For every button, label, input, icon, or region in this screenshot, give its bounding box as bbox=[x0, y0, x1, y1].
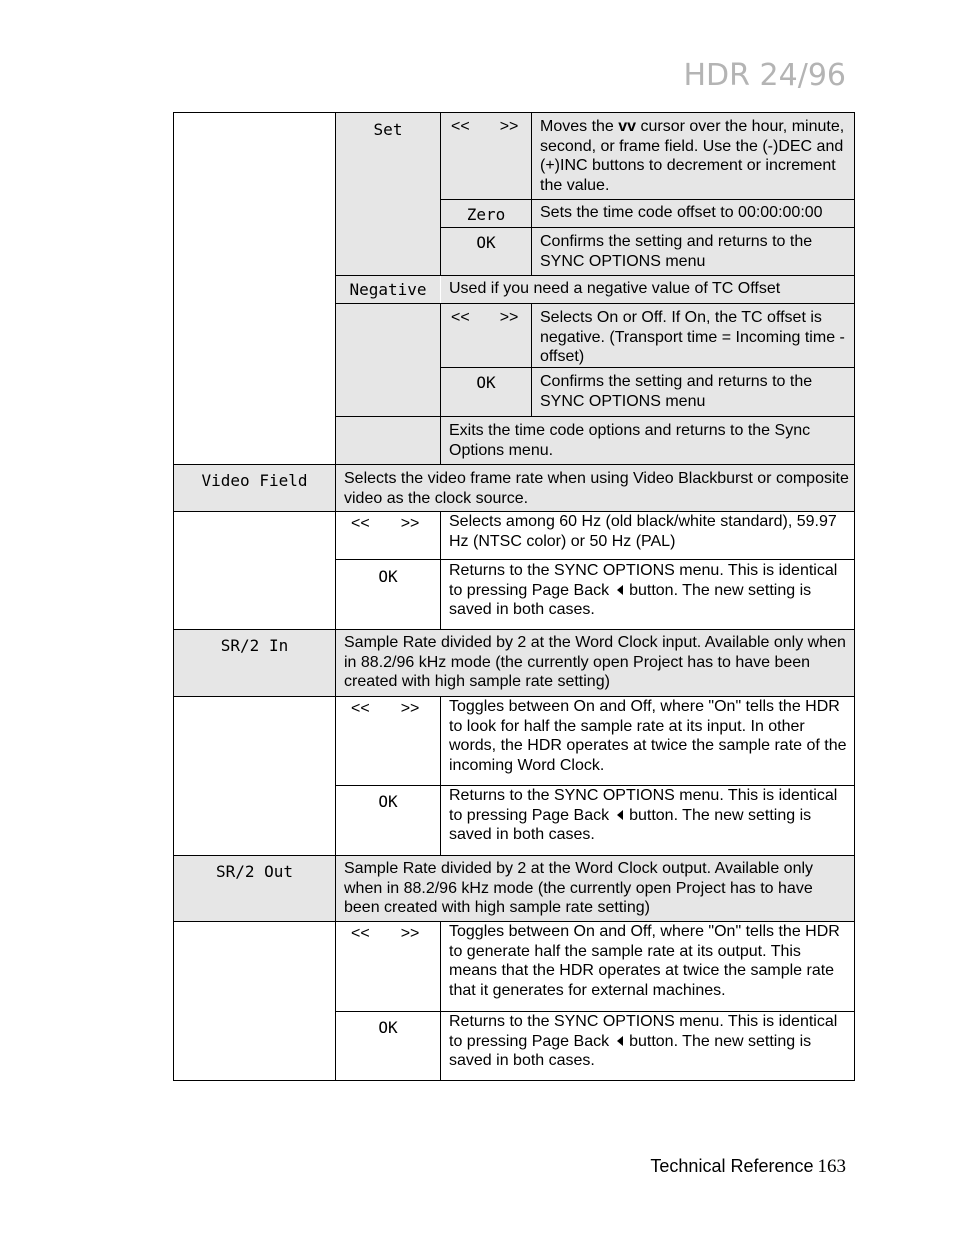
set-ok-label: OK bbox=[476, 233, 496, 252]
sr2-out-ok-desc: Returns to the SYNC OPTIONS menu. This is identical to pressing Page Back button. The new setting is saved in both cases. bbox=[441, 1012, 854, 1080]
grid-line bbox=[174, 855, 854, 856]
grid-line bbox=[531, 113, 532, 276]
neg-ok-label: OK bbox=[476, 373, 496, 392]
video-field-label-cell bbox=[174, 465, 335, 511]
set-arrows-desc: Moves the vv cursor over the hour, minute, second, or frame field. Use the (-)DEC and (+)INC buttons to decrement or increment the value. bbox=[532, 113, 854, 199]
exit-spacer-cell bbox=[336, 417, 440, 464]
vf-arrows-cell bbox=[336, 512, 440, 559]
neg-ok-desc: Confirms the setting and returns to the SYNC OPTIONS menu bbox=[532, 368, 854, 416]
vf-ok-label: OK bbox=[378, 567, 398, 586]
page-footer bbox=[0, 1156, 846, 1178]
video-field-desc: Selects the video frame rate when using Video Blackburst or composite video as the clock source. bbox=[336, 465, 854, 511]
section-spacer-cell bbox=[174, 697, 335, 855]
grid-line bbox=[440, 227, 854, 228]
left-arrows-icon: << bbox=[351, 925, 370, 942]
page-number: 163 bbox=[817, 1156, 846, 1177]
grid-line bbox=[335, 303, 854, 304]
neg-arrows-cell bbox=[441, 304, 531, 367]
sr2-in-arrows-cell bbox=[336, 697, 440, 785]
sr2-out-arrows-desc: Toggles between On and Off, where "On" tells the HDR to generate half the sample rate at its output. This means that the HDR operates at twice the sample rate that it generates for external machines. bbox=[441, 922, 854, 1011]
sr2-in-ok-label-cell bbox=[336, 786, 440, 855]
neg-arrows-desc: Selects On or Off. If On, the TC offset is negative. (Transport time = Incoming time - offset) bbox=[532, 304, 854, 367]
zero-label: Zero bbox=[466, 205, 506, 224]
neg-ok-label-cell bbox=[441, 368, 531, 416]
vf-ok-desc: Returns to the SYNC OPTIONS menu. This is identical to pressing Page Back button. The new setting is saved in both cases. bbox=[441, 561, 854, 629]
grid-line bbox=[440, 199, 854, 200]
grid-line bbox=[335, 416, 854, 417]
vf-arrows-desc: Selects among 60 Hz (old black/white standard), 59.97 Hz (NTSC color) or 50 Hz (PAL) bbox=[441, 512, 854, 559]
sr2-out-label-cell bbox=[174, 856, 335, 921]
sr2-out-desc: Sample Rate divided by 2 at the Word Clock output. Available only when in 88.2/96 kHz mode (the currently open Project has to have been created with high sample rate setting) bbox=[336, 856, 854, 921]
video-field-label: Video Field bbox=[201, 471, 308, 490]
grid-line bbox=[440, 921, 441, 1080]
sr2-in-label: SR/2 In bbox=[220, 636, 289, 655]
left-arrows-icon: << bbox=[451, 118, 470, 135]
negative-label: Negative bbox=[349, 280, 427, 299]
right-arrows-icon: >> bbox=[499, 118, 519, 135]
grid-line bbox=[174, 921, 854, 922]
grid-line bbox=[174, 696, 854, 697]
page-back-left-icon bbox=[617, 1036, 623, 1046]
section-spacer-cell bbox=[174, 922, 335, 1080]
left-arrows-icon: << bbox=[351, 515, 370, 532]
grid-line bbox=[440, 367, 854, 368]
grid-line bbox=[440, 303, 441, 465]
grid-line bbox=[335, 275, 854, 276]
right-arrows-icon: >> bbox=[499, 309, 519, 326]
zero-desc: Sets the time code offset to 00:00:00:00 bbox=[532, 200, 854, 227]
grid-line bbox=[335, 785, 854, 786]
grid-line bbox=[531, 303, 532, 417]
negative-sub-spacer bbox=[336, 304, 440, 416]
zero-label-cell bbox=[441, 200, 531, 227]
vf-ok-label-cell bbox=[336, 561, 440, 629]
sr2-in-ok-desc: Returns to the SYNC OPTIONS menu. This is identical to pressing Page Back button. The new setting is saved in both cases. bbox=[441, 786, 854, 855]
sr2-in-ok-label: OK bbox=[378, 792, 398, 811]
left-arrows-icon: << bbox=[451, 309, 470, 326]
document-header-title: HDR 24/96 bbox=[683, 58, 846, 93]
sync-options-table bbox=[173, 112, 855, 1081]
set-arrows-cell bbox=[441, 113, 531, 199]
page-back-left-icon bbox=[617, 810, 623, 820]
right-arrows-icon: >> bbox=[400, 700, 420, 717]
footer-section-title: Technical Reference bbox=[650, 1156, 814, 1176]
grid-line bbox=[335, 559, 854, 560]
right-arrows-icon: >> bbox=[400, 925, 420, 942]
set-label-cell bbox=[336, 113, 440, 275]
left-arrows-icon: << bbox=[351, 700, 370, 717]
sr2-out-ok-label-cell bbox=[336, 1012, 440, 1080]
exit-desc: Exits the time code options and returns to the Sync Options menu. bbox=[441, 417, 854, 464]
section-spacer-cell bbox=[174, 113, 335, 464]
grid-line bbox=[335, 113, 336, 1080]
grid-line bbox=[174, 511, 854, 512]
sr2-out-arrows-cell bbox=[336, 922, 440, 1011]
sr2-in-arrows-desc: Toggles between On and Off, where "On" tells the HDR to look for half the sample rate at its input. In other words, the HDR operates at twice the sample rate of the incoming Word Clock. bbox=[441, 697, 854, 785]
section-spacer-cell bbox=[174, 512, 335, 629]
sr2-in-desc: Sample Rate divided by 2 at the Word Clock input. Available only when in 88.2/96 kHz mode (the currently open Project has to have been created with high sample rate setting) bbox=[336, 630, 854, 696]
sr2-out-label: SR/2 Out bbox=[215, 862, 294, 881]
set-label: Set bbox=[373, 120, 403, 139]
right-arrows-icon: >> bbox=[400, 515, 420, 532]
sr2-out-ok-label: OK bbox=[378, 1018, 398, 1037]
grid-line bbox=[440, 511, 441, 630]
negative-desc: Used if you need a negative value of TC Offset bbox=[441, 276, 854, 303]
grid-line bbox=[174, 629, 854, 630]
set-ok-label-cell bbox=[441, 228, 531, 275]
grid-line bbox=[335, 1011, 854, 1012]
page-back-left-icon bbox=[617, 585, 623, 595]
grid-line bbox=[174, 464, 854, 465]
negative-label-cell bbox=[336, 276, 440, 303]
sr2-in-label-cell bbox=[174, 630, 335, 696]
grid-line bbox=[440, 696, 441, 856]
set-ok-desc: Confirms the setting and returns to the SYNC OPTIONS menu bbox=[532, 228, 854, 275]
grid-line bbox=[440, 113, 441, 276]
